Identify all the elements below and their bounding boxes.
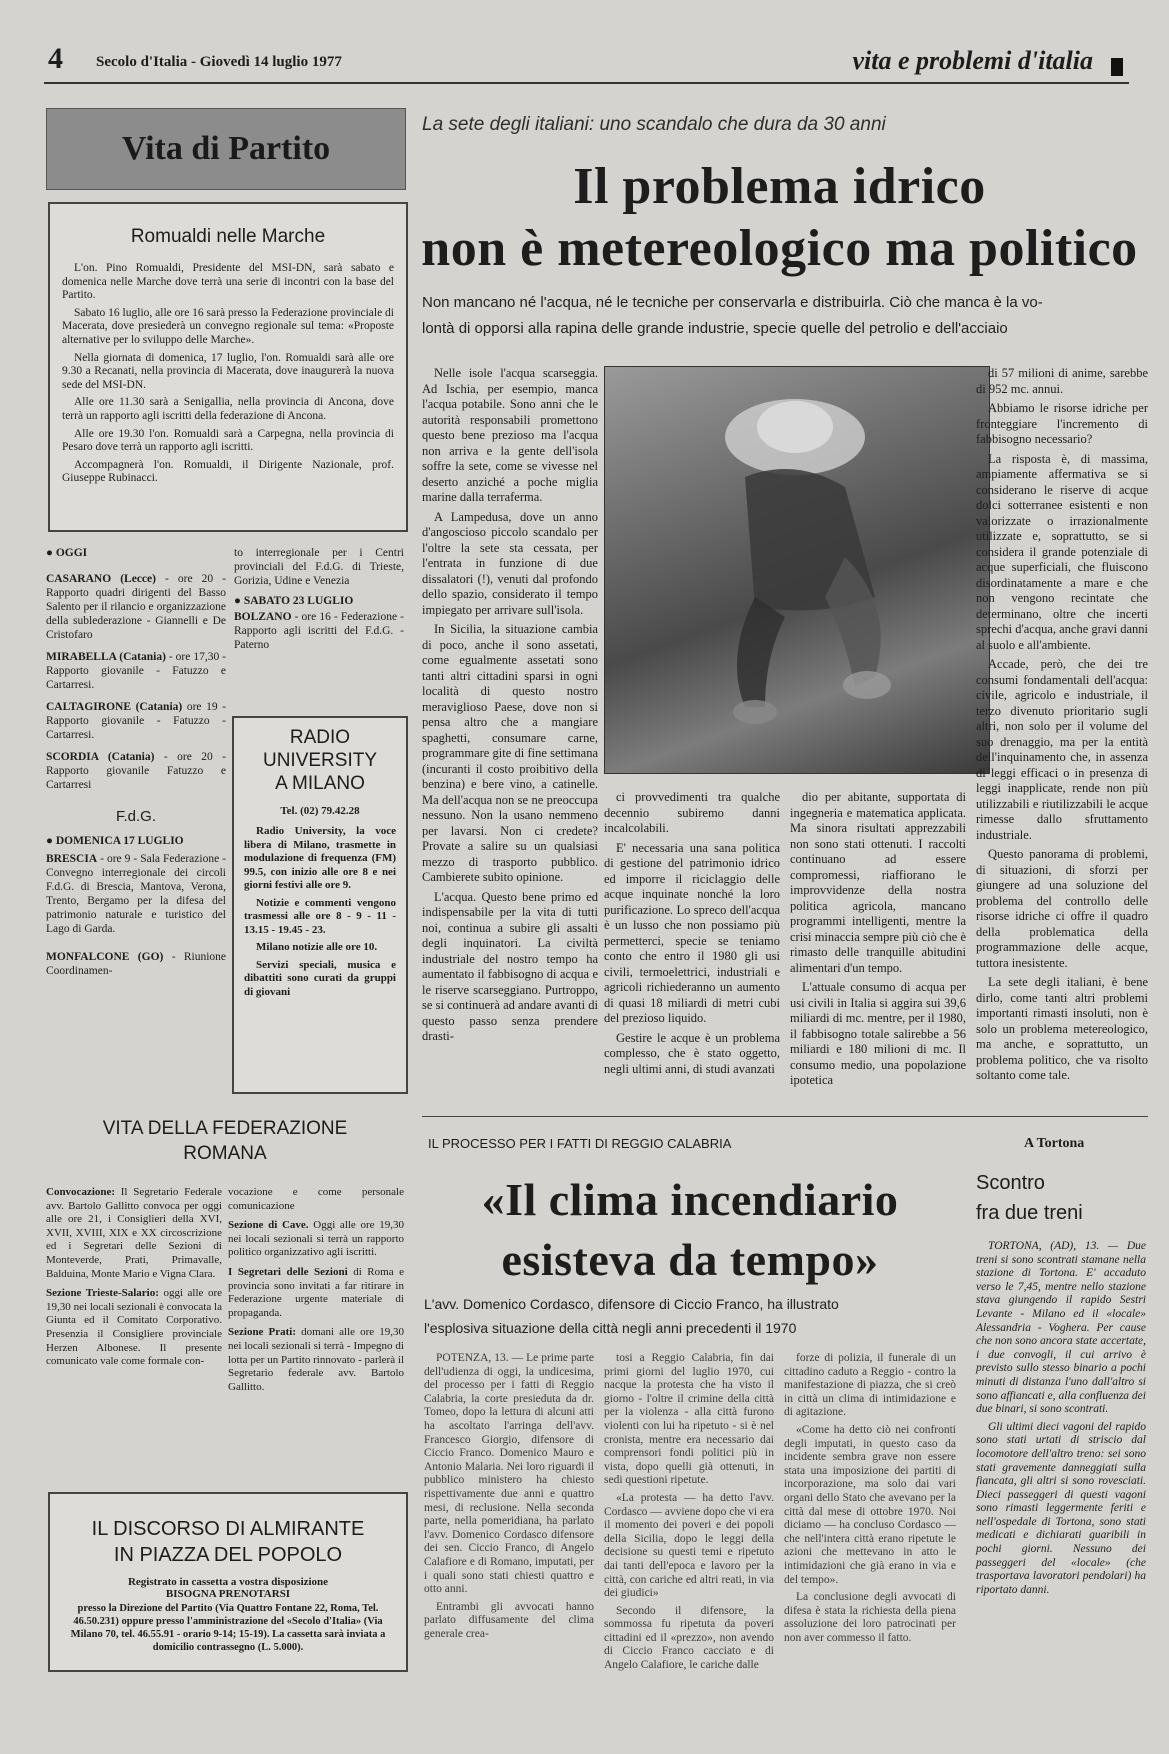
list-item: SCORDIA (Catania) - ore 20 - Rapporto giovanile Fatuzzo e Cartarresi <box>46 751 226 791</box>
federazione-title: VITA DELLA FEDERAZIONE ROMANA <box>102 1118 348 1164</box>
sabato-heading: ● SABATO 23 LUGLIO <box>234 595 354 607</box>
paragraph: L'on. Pino Romualdi, Presidente del MSI-DN, sarà sabato e domenica nelle Marche dove terrà una serie di incontri con la base del Partito. <box>62 262 394 302</box>
oggi-label: OGGI <box>55 547 88 559</box>
page-header <box>44 40 1129 80</box>
romualdi-box <box>48 202 408 532</box>
dateline: Secolo d'Italia - Giovedì 14 luglio 1977 <box>96 54 342 70</box>
almirante-line-1: Registrato in cassetta a vostra disposizione <box>127 1576 329 1588</box>
radio-body: Radio University, la voce libera di Milano, trasmette in modulazione di frequenza (FM) 99.5, con inizio alle ore 8 e nei giorni festivi alle ore 9. Notizie e commenti vengono trasmessi alle ore 8 - 9 - 11 - 13.15 - 19.45 - 23. Milano notizie alle ore 10. Servizi speciali, musica e dibattiti sono curati da gruppi di giovani <box>244 825 396 998</box>
romualdi-body <box>50 262 406 486</box>
party-banner: Vita di Partito <box>46 108 406 190</box>
trial-column-3: forze di polizia, il funerale di un cittadino caduto a Reggio - contro la manifestazione di piazza, che si creò in città un clima di intimidazione e di agitazione. «Come ha detto ciò nei confronti degli imputati, in questo caso da incidente sembra grave non essere stata una imposizione dei partiti di incorporazione, ma solo dai vari organi dello Stato che avevano per la città dal mese di ottobre 1970. Noi diciamo — ha concluso Cordasco — che nell'intera città erano ripetute le azioni che mettevano in atto le intimidazioni che già erano in via e del tempo». La conclusione degli avvocati di difesa è stata la richiesta della piena assoluzione dei loro patrocinati per non aver commesso il fatto. <box>784 1352 956 1644</box>
farmer-photo <box>604 366 990 774</box>
tortona-kicker: A Tortona <box>1024 1136 1085 1151</box>
water-column-1: Nelle isole l'acqua scarseggia. Ad Ischia, per esempio, manca l'acqua potabile. Sono anni che le autorità responsabili promettono questo bene prezioso ma l'acqua non arriva e la gente dell'isola soffre la sete, come se vivesse nel deserto anziché a poche miglia marine dalla terraferma. A Lampedusa, dove un anno d'angoscioso piccolo scandalo per l'oltre la sete sta cessata, per l'entrata in funzione di due dissalatori (!), venuti dal profondo dello spazio, considerato il tempo impiegato per arrivare sull'isola. In Sicilia, la situazione cambia di poco, anche il sono assetati, come egualmente assetati sono tanti altri cittadini sparsi in ogni località di questo nostro meraviglioso Paese, dove non si pensa altro che a mangiare spaghetti, consumare carne, programmare gite di fine settimana (incuranti il costo proibitivo della benzina) e bere vino, a catinelle. Ma dell'acqua non se ne preoccupa nessuno. Non la usano nemmeno per lavarsi. Non ci credete? Provate a salire su un qualsiasi mezzo di trasporto pubblico. Cambierete subito opinione. L'acqua. Questo bene primo ed indispensabile per la vita di tutti noi, continua a subire gli assalti degli inquinatori. La civiltà industriale del nostro tempo ha aumentato il fabbisogno di acqua e le riserve scarseggiano. Purtroppo, se si continuerà ad andare avanti di questo passo senza prendere drasti- <box>422 366 598 1043</box>
water-column-3: dio per abitante, supportata di ingegneria e matematica applicata. Ma sinora risultati apprezzabili non sono stati ottenuti. I raccolti continuano ad essere compromessi, riaffiorano le improvvidenze della nostra politica agricola, mancano programmi intelligenti, mentre la crisi minaccia sempre più ciò che è rimasto delle tranquille abitudini alimentari d'un tempo. L'attuale consumo di acqua per usi civili in Italia si aggira sui 39,6 miliardi di mc. mentre, per il 1980, il fabbisogno totale salirebbe a 56 miliardi e 180 milioni di mc. Il consumo medio, una popolazione ipotetica <box>790 790 966 1087</box>
oggi-heading: ● OGGI <box>46 547 88 559</box>
list-item: MIRABELLA (Catania) - ore 17,30 - Rapporto giovanile - Fatuzzo e Cartarresi. <box>46 651 226 691</box>
oggi-column-2 <box>234 546 404 686</box>
paragraph: Nella giornata di domenica, 17 luglio, l'on. Romualdi sarà alle ore 9.30 a Recanati, nella provincia di Macerata, dove inaugurerà la nuova sede del MSI-DN. <box>62 351 394 391</box>
trial-headline: «Il clima incendiario esisteva da tempo» <box>481 1174 899 1285</box>
paragraph: Accompagnerà l'on. Romualdi, il Dirigente Nazionale, prof. Giuseppe Rubinacci. <box>62 458 394 485</box>
tortona-body: TORTONA, (AD), 13. — Due treni si sono scontrati stamane nella stazione di Tortona. E' accaduto verso le 7,45, mentre nello stazione stava giungendo il rapido Sestri Levante - Milano ed il «locale» Alessandria - Voghera. Per cause che non sono ancora state accertate, i due convogli, il cui arrivo è previsto sullo stesso binario a pochi minuti di distanza l'uno dall'altro si sono affiancati e, alla confluenza dei due binari, si sono scontrati. Gli ultimi dieci vagoni del rapido sono stati urtati di striscio dal locomotore dell'altro treno: sei sono stati gravemente danneggiati sulla fiancata, gli altri si sono rovesciati. Dieci passeggeri di questi vagoni sono rimasti leggermente feriti e nell'ospedale di Tortona, sono stati medicati e dichiarati guaribili in pochi giorni. Nessuno dei passeggeri del «locale» (che trasportava lavoratori pendolari) ha riportato danni. <box>976 1240 1146 1596</box>
trial-column-2: tosi a Reggio Calabria, fin dai primi giorni del luglio 1970, cui nacque la protesta che ha visto il giorno - l'oltre il crimine della città per la violenza - alla città furono violenti con lui ha ripetuto - si è nel cronista, mentre era necessario dai comprensori fondi politici più in vista, dopo quelli già ottenuti, in sedi questioni ripetute. «La protesta — ha detto l'avv. Cordasco — avviene dopo che vi era il momento dei poveri e dei popoli della Sicilia, dopo le leggi della decisione su questi temi e ripetuto dai tanti dell'epoca e lavoro per la città, con cariche ed altri reati, in via dei giudici» Secondo il difensore, la sommossa fu ripetuta da poveri cittadini ed il «prezzo», non avendo di Ciccio Franco cacciato e di Angelo Calafiore, le cariche dalle <box>604 1352 774 1672</box>
water-kicker: La sete degli italiani: uno scandalo che dura da 30 anni <box>422 114 886 135</box>
section-marker-icon <box>1111 58 1123 76</box>
notice: Sezione Prati: domani alle ore 19,30 nei locali sezionali si terrà - Impegno di lotta per un Partito rinnovato - parlerà il Segretario federale avv. Bartolo Gallitto. <box>228 1326 404 1393</box>
trial-column-1: POTENZA, 13. — Le prime parte dell'udienza di oggi, la undicesima, del processo per i fatti di Reggio Calabria, la corte presieduta da dr. Tomeo, dopo la lettura di alcuni atti ha ascoltato l'arringa dell'avv. Francesco Giorgio, difensore di Ciccio Franco. Domenico Mauro e Antonio Malaria. Nei loro riguardi il pubblico ministero ha chiesto rispettivamente due anni e quattro mesi, di reclusione. Nella seconda parte, nella pomeridiana, ha parlato l'avv. Domenico Cordasco difensore dei sen. Ciccio Franco, di Angelo Calafiore e di Romano, imputati, per i quali sono stati chiesti quattro e otto anni. Entrambi gli avvocati hanno parlato diffusamente del clima generale crea- <box>424 1352 594 1640</box>
notice: Sezione di Cave. Oggi alle ore 19,30 nei locali sezionali si terrà un rapporto politico organizzativo agli iscritti. <box>228 1219 404 1259</box>
notice: I Segretari delle Sezioni di Roma e provincia sono invitati a far ritirare in Federazione urgente materiale di propaganda. <box>228 1265 405 1319</box>
page-number: 4 <box>48 42 63 75</box>
list-item: CALTAGIRONE (Catania) ore 19 - Rapporto giovanile - Fatuzzo - Cartarresi. <box>46 701 226 741</box>
list-item: BOLZANO - ore 16 - Federazione - Rapporto agli iscritti del F.d.G. - Paterno <box>234 611 404 651</box>
notice: vocazione e come personale comunicazione <box>228 1186 404 1212</box>
header-rule <box>44 82 1129 84</box>
radio-box <box>232 716 408 1094</box>
list-item: BRESCIA - ore 9 - Sala Federazione - Convegno interregionale dei circoli F.d.G. di Brescia, Mantova, Verona, Trento, Bergamo per la difesa del patrimonio naturale e turistico del Lago di Garda. <box>46 853 227 935</box>
paragraph: Sabato 16 luglio, alle ore 16 sarà presso la Federazione provinciale di Macerata, dove presiederà un convegno regionale sul tema: «Proposte alternative per lo sviluppo delle Marche». <box>62 306 394 346</box>
fdg-heading: F.d.G. <box>115 808 156 825</box>
water-column-2: ci provvedimenti tra qualche decennio subiremo danni incalcolabili. E' necessaria una sana politica di gestione del patrimonio idrico ed imporre il riciclaggio delle acque inquinate nonché la loro purificazione. Lo spreco dell'acqua è un lusso che non possiamo più permetterci, specie se teniamo conto che entro il 1980 gli usi civili, termoelettrici, industriali e agricoli richiederanno un aumento di quasi 18 miliardi di metri cubi del prezioso liquido. Gestire le acque è un problema complesso, che è stato oggetto, negli ultimi anni, di studi avanzati <box>604 790 780 1076</box>
trial-deck: L'avv. Domenico Cordasco, difensore di Ciccio Franco, ha illustrato l'esplosiva situazione della città negli anni precedenti il 1970 <box>424 1296 839 1336</box>
farmer-figure <box>605 367 989 773</box>
tortona-headline: Scontro fra due treni <box>976 1172 1083 1224</box>
water-headline: Il problema idrico non è metereologico ma politico <box>421 158 1138 277</box>
list-item: MONFALCONE (GO) - Riunione Coordinamen- <box>46 951 227 977</box>
section-rule <box>422 1116 1148 1117</box>
radio-title: RADIO UNIVERSITY A MILANO <box>262 727 378 794</box>
notice: Convocazione: Il Segretario Federale avv. Bartolo Gallitto convoca per oggi alle ore 21, i Consiglieri della XVI, XVII, XVIII, XIX e XX circoscrizione ed i Segretari delle Sezioni di Monteverde, Prati, Primavalle, Balduina, Monte Mario e Vigna Clara. <box>46 1186 222 1280</box>
water-deck: Non mancano né l'acqua, né le tecniche per conservarla e distribuirla. Ciò che manca è la vo- lontà di opporsi alla rapina delle grande industrie, specie quelle del petrolio e dell'acciaio <box>422 294 1043 337</box>
federazione-col-2 <box>228 1186 404 1436</box>
trial-kicker: IL PROCESSO PER I FATTI DI REGGIO CALABRIA <box>428 1136 732 1151</box>
almirante-body: presso la Direzione del Partito (Via Quattro Fontane 22, Roma, Tel. 46.50.231) oppure presso l'amministrazione del «Secolo d'Italia» (Via Milano 70, tel. 46.55.91 - orario 9-14; 15-19). La cassetta sarà inviata a domicilio contrassegno (L. 5.000). <box>70 1603 386 1653</box>
section-title: vita e problemi d'italia <box>852 46 1093 75</box>
domenica-heading: ● DOMENICA 17 LUGLIO <box>46 835 184 847</box>
water-column-4: di 57 milioni di anime, sarebbe di 952 mc. annui. Abbiamo le risorse idriche per fronteggiare l'incremento di fabbisogno necessario? La risposta è, di massima, ampiamente affermativa se si considerano le riserve di acque dolci sotterranee esistenti e non valorizzate o irrazionalmente utilizzate e, soprattutto, se si considera il grande potenziale di acque superficiali, che fluiscono disordinatamente a mare e che non vengono recintate che determinano, oltre che incerti sprechi d'acqua, anche gravi danni al suolo e all'ambiente. Accade, però, che dei tre consumi fondamentali dell'acqua: civile, agricolo e industriale, il terzo divenuto prioritario sugli altri, non solo per il volume del suo drenaggio, ma per la entità dell'inquinamento che, in assenza di leggi efficaci o in presenza di leggi inapplicate, rende non più utilizzabili e riutilizzabili le acque rimesse dallo sfruttamento industriale. Questo panorama di problemi, di situazioni, di sforzi per giungere ad una soluzione del problema del controllo delle risorse idriche ci offre il quadro della problematica della programmazione delle acque, tuttora inesistente. La sete degli italiani, è bene dirlo, come tanti altri problemi importanti rimasti insoluti, non è solo un problema metereologico, ma anche, e soprattutto, un problema politico, che va risolto soltanto come tale. <box>976 366 1148 1082</box>
list-item: CASARANO (Lecce) - ore 20 - Rapporto quadri dirigenti del Basso Salento per il rilancio e organizzazione della sublederazione - Giannelli e De Cristofaro <box>46 573 226 641</box>
oggi-column <box>46 546 226 1086</box>
romualdi-title: Romualdi nelle Marche <box>130 226 326 247</box>
radio-phone: Tel. (02) 79.42.28 <box>280 805 360 817</box>
almirante-line-2: BISOGNA PRENOTARSI <box>165 1588 291 1600</box>
federazione-col-1 <box>46 1186 222 1436</box>
paragraph: to interregionale per i Centri provinciali del F.d.G. di Trieste, Gorizia, Udine e Venezia <box>234 547 404 587</box>
notice: Sezione Trieste-Salario: oggi alle ore 19,30 nei locali sezionali è convocata la Giunta ed il Comitato Corporativo. Presenzia il Consigliere provinciale Herzen Albonese. Il presente comunicato vale come formale con- <box>46 1287 222 1368</box>
almirante-title: IL DISCORSO DI ALMIRANTE IN PIAZZA DEL POPOLO <box>91 1518 365 1566</box>
paragraph: Alle ore 11.30 sarà a Senigallia, nella provincia di Ancona, dove terrà un rapporto agli iscritti della federazione di Ancona. <box>62 396 394 422</box>
paragraph: Alle ore 19.30 l'on. Romualdi sarà a Carpegna, nella provincia di Pesaro dove terrà un rapporto agli iscritti. <box>62 427 394 454</box>
almirante-box <box>48 1492 408 1672</box>
